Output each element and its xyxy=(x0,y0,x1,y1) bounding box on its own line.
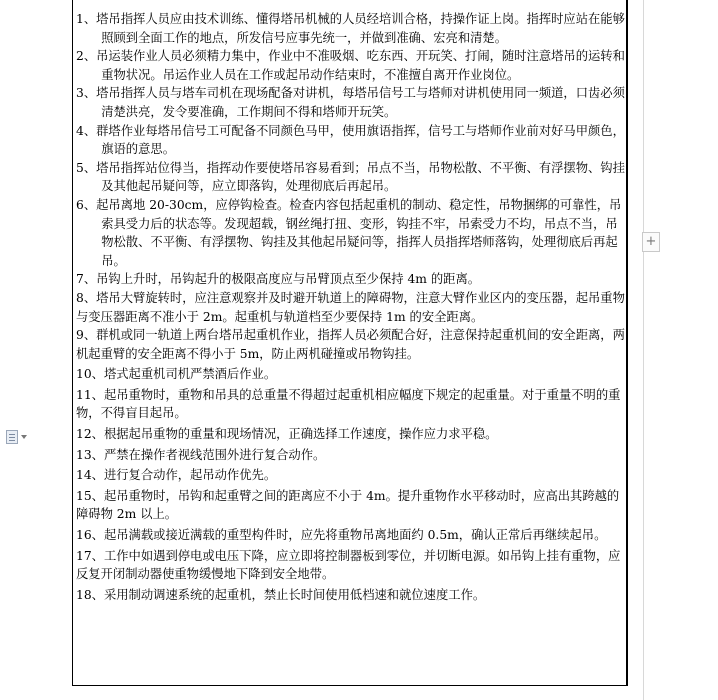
item-number: 13、 xyxy=(76,447,104,462)
list-item xyxy=(76,196,628,270)
list-item xyxy=(76,159,628,196)
item-text: 塔吊指挥人员与塔车司机在现场配备对讲机，每塔吊信号工与塔师对讲机使用同一频道，口齿必须清楚洪亮，发令要准确，工作期间不得和塔师开玩笑。 xyxy=(96,86,625,119)
item-number: 10、 xyxy=(76,367,104,382)
list-item xyxy=(76,326,628,363)
list-item xyxy=(76,586,628,605)
list-item xyxy=(76,10,628,47)
item-text: 塔吊指挥人员应由技术训练、懂得塔吊机械的人员经培训合格，持操作证上岗。指挥时应站在能够照顾到全面工作的地点，所发信号应事先统一，并做到准确、宏亮和清楚。 xyxy=(96,12,625,45)
item-number: 11、 xyxy=(76,387,104,402)
item-text: 严禁在操作者视线范围外进行复合动作。 xyxy=(103,447,326,462)
page-edge xyxy=(643,0,644,700)
item-text: 工作中如遇到停电或电压下降，应立即将控制器板到零位，并切断电源。如吊钩上挂有重物，应反复开闭制动器使重物缓慢地下降到安全地带。 xyxy=(76,548,621,582)
item-text: 吊钩上升时，吊钩起升的极限高度应与吊臂顶点至少保持 4m 的距离。 xyxy=(96,272,481,287)
item-text: 吊运装作业人员必须精力集中，作业中不准吸烟、吃东西、开玩笑、打闹，随时注意塔吊的运转和重物状况。吊运作业人员在工作或起吊动作结束时，不准擅自离开作业岗位。 xyxy=(96,49,625,82)
item-number: 2、 xyxy=(76,49,97,64)
list-item xyxy=(76,289,628,326)
list-item xyxy=(76,446,628,465)
item-number: 15、 xyxy=(76,488,104,503)
list-item xyxy=(76,270,628,289)
item-number: 6、 xyxy=(76,197,97,212)
list-item xyxy=(76,526,628,545)
list-item xyxy=(76,365,628,384)
item-text: 塔式起重机司机严禁酒后作业。 xyxy=(103,367,277,382)
list-item xyxy=(76,547,628,584)
item-number: 5、 xyxy=(76,160,97,175)
item-text: 采用制动调速系统的起重机，禁止长时间使用低档速和就位速度工作。 xyxy=(103,587,486,602)
item-number: 12、 xyxy=(76,427,104,442)
paste-options-icon[interactable] xyxy=(6,430,28,444)
document-body[interactable] xyxy=(76,10,628,604)
item-text: 群塔作业每塔吊信号工可配备不同颜色马甲，使用旗语指挥，信号工与塔师作业前对好马甲颜色，旗语的意思。 xyxy=(96,123,625,157)
item-number: 4、 xyxy=(76,123,97,138)
item-text: 起吊离地 20-30cm，应停钩检查。检查内容包括起重机的制动、稳定性，吊物捆绑的可靠性，吊索具受力后的状态等。发现超载，钢丝绳打扭、变形，钩挂不牢，吊索受力不均，吊点不当，吊物松散、不平衡、有浮摆物、钩挂及其他起吊疑问等，指挥人员指挥塔师落钩，处理彻底后再起吊。 xyxy=(96,197,622,268)
left-gutter xyxy=(0,0,72,700)
item-text: 起吊重物时，重物和吊具的总重量不得超过起重机相应幅度下规定的起重量。对于重量不明的重物，不得盲目起吊。 xyxy=(76,387,621,421)
item-number: 14、 xyxy=(76,468,104,483)
list-item xyxy=(76,466,628,485)
item-text: 塔吊指挥站位得当，指挥动作要使塔吊容易看到；吊点不当，吊物松散、不平衡、有浮摆物、钩挂及其他起吊疑问等，应立即落钩，处理彻底后再起吊。 xyxy=(96,160,625,194)
item-number: 17、 xyxy=(76,548,104,563)
list-item xyxy=(76,122,628,159)
list-item xyxy=(76,386,628,423)
list-item xyxy=(76,487,628,524)
item-text: 起吊重物时，吊钩和起重臂之间的距离应不小于 4m。提升重物作水平移动时，应高出其跨越的障碍物 2m 以上。 xyxy=(76,488,620,522)
item-text: 根据起吊重物的重量和现场情况，正确选择工作速度，操作应力求平稳。 xyxy=(103,427,498,442)
document-icon xyxy=(6,430,18,444)
item-text: 进行复合动作，起吊动作优先。 xyxy=(103,468,277,483)
item-text: 群机或同一轨道上两台塔吊起重机作业，指挥人员必须配合好，注意保持起重机间的安全距离，两机起重臂的安全距离不得小于 5m，防止两机碰撞或吊物钩挂。 xyxy=(76,328,625,361)
list-item xyxy=(76,425,628,444)
item-number: 1、 xyxy=(76,12,97,26)
item-number: 18、 xyxy=(76,587,104,602)
item-text: 塔吊大臂旋转时，应注意观察并及时避开轨道上的障碍物，注意大臂作业区内的变压器，起吊重物与变压器距离不准小于 2m。起重机与轨道档至少要保持 1m 的安全距离。 xyxy=(76,290,625,324)
item-number: 3、 xyxy=(76,86,97,101)
item-number: 7、 xyxy=(76,272,97,287)
item-text: 起吊满载或接近满载的重型构件时，应先将重物吊离地面约 0.5m，确认正常后再继续起吊。 xyxy=(103,528,607,543)
add-row-button[interactable]: + xyxy=(642,232,660,252)
item-number: 9、 xyxy=(76,328,97,343)
chevron-down-icon xyxy=(21,435,27,439)
item-number: 8、 xyxy=(76,290,97,305)
list-item xyxy=(76,47,628,84)
list-item xyxy=(76,84,628,121)
item-number: 16、 xyxy=(76,528,104,543)
